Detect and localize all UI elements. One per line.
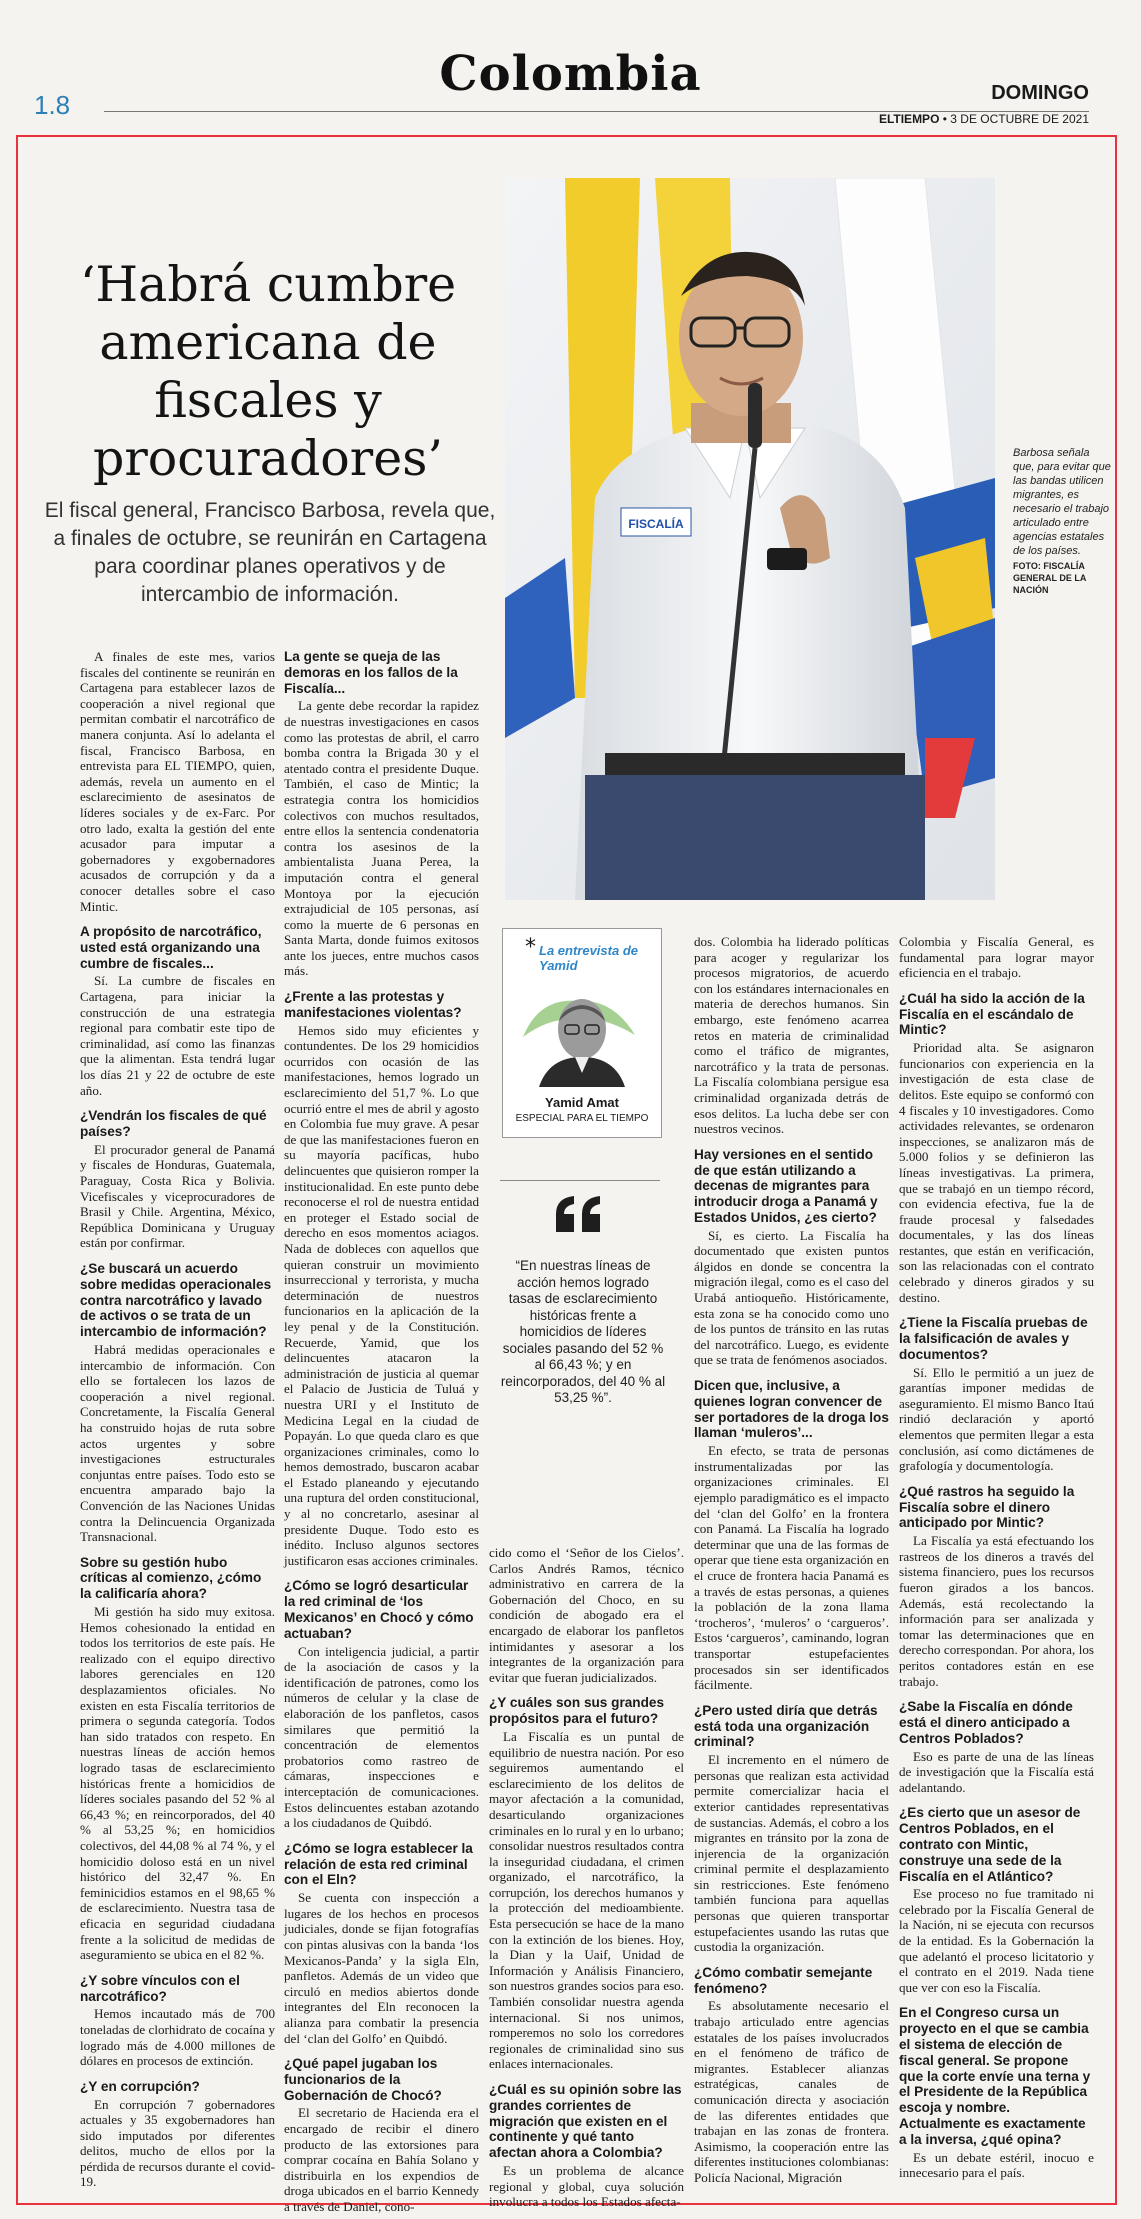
answer: Es un problema de alcance regional y global, cuya solución involucra a todos los Estados afecta- xyxy=(489,2162,684,2210)
answer: Sí. Ello le permitió a un juez de garantías imponer medidas de aseguramiento. El mismo Banco Itaú rindió declaración y aportó elementos que permiten llegar a esta conclusión, así como dictámenes de grafología y documentología. xyxy=(899,1364,1094,1474)
question: ¿Qué papel jugaban los funcionarios de la Gobernación de Chocó? xyxy=(284,2056,442,2103)
deck: El fiscal general, Francisco Barbosa, revela que, a finales de octubre, se reunirán en Cartagena para coordinar planes operativos y de intercambio de información. xyxy=(44,499,496,606)
question: ¿Se buscará un acuerdo sobre medidas operacionales contra narcotráfico y lavado de activos o se trata de un intercambio de información? xyxy=(80,1260,272,1340)
question: ¿Tiene la Fiscalía pruebas de la falsificación de avales y documentos? xyxy=(899,1315,1088,1362)
headline: ‘Habrá cumbre americana de fiscales y procuradores’ xyxy=(79,256,457,487)
intro-paragraph: A finales de este mes, varios fiscales del continente se reunirán en Cartagena para establecer lazos de cooperación a nivel regional que permitan combatir el narcotráfico de manera conjunta. Así lo adelanta el fiscal, Francisco Barbosa, en entrevista para EL TIEMPO, quien, además, revela un aumento en el esclarecimiento de asesinatos de líderes sociales y de ex-Farc. Por otro lado, exalta la gestión del ente acusador para imputar a gobernadores y exgobernadores acusados de corrupción y da a conocer detalles sobre el caso Mintic. xyxy=(80,649,275,914)
shirt-logo-text: FISCALÍA xyxy=(628,517,684,531)
column-2 xyxy=(284,649,479,2219)
author-name: Yamid Amat xyxy=(545,1095,619,1110)
question: ¿Frente a las protestas y manifestaciones violentas? xyxy=(284,989,462,1020)
question: ¿Y en corrupción? xyxy=(80,2078,200,2094)
answer: La gente debe recordar la rapidez de nuestras investigaciones en casos como las protestas de abril, el carro bomba contra la Brigada 30 y el atentado contra el presidente Duque. También, el caso de Mintic; la estrategia contra los homicidios colectivos con muchos resultados, entre ellos la sentencia condenatoria contra los asesinos de la ambientalista Juana Perea, la imputación contra el general Montoya por la ejecución extrajudicial de 105 personas, así como la muerte de 6 personas en Santa Marta, donde fuimos exitosos ante los jueces, entre muchos casos más. xyxy=(284,698,479,979)
answer: Hemos incautado más de 700 toneladas de clorhidrato de cocaína y logrado más de 4.000 millones de dólares en procesos de extinción. xyxy=(80,2006,275,2069)
answer: Ese proceso no fue tramitado ni celebrado por la Fiscalía General de la Nación, ni se ejecuta con recursos de la entidad. Es la Gobernación la que adelantó el proceso licitatorio y el contrato en el 2019. Nada tiene que ver con eso la Fiscalía. xyxy=(899,1886,1094,1995)
asterisk-icon: * xyxy=(525,935,536,960)
question: Dicen que, inclusive, a quienes logran convencer de ser portadores de la droga los llaman ‘muleros’... xyxy=(694,1378,889,1441)
author-role: ESPECIAL PARA EL TIEMPO xyxy=(515,1113,649,1124)
question: ¿Es cierto que un asesor de Centros Poblados, en el contrato con Mintic, construye una sede de la Fiscalía en el Atlántico? xyxy=(899,1805,1081,1884)
column-5 xyxy=(899,934,1094,2185)
answer: La Fiscalía ya está efectuando los rastreos de los dineros a través del sistema financiero, pues los recursos fueron girados a los bancos. Además, está recolectando la información para ser analizada y tomar las determinaciones que en derecho correspondan. Por ahora, los peritos contadores están en ese trabajo. xyxy=(899,1533,1094,1689)
author-portrait xyxy=(509,977,655,1087)
question: ¿Cómo se logra establecer la relación de esta red criminal con el Eln? xyxy=(284,1840,473,1888)
question: ¿Cómo se logró desarticular la red criminal de ‘los Mexicanos’ en Chocó y cómo actuaban? xyxy=(284,1578,474,1641)
question: ¿Cuál es su opinión sobre las grandes corrientes de migración que existen en el continente y qué tanto afectan ahora a Colombia? xyxy=(489,2082,682,2161)
question: La gente se queja de las demoras en los fallos de la Fiscalía... xyxy=(284,649,458,696)
answer: cido como el ‘Señor de los Cielos’. Carlos Andrés Ramos, técnico administrativo en carrera de la Gobernación del Choco, en su condición de abogado era el encargado de elaborar los panfletos intimidantes y asesorar a los integrantes de la organización para evitar que fueran judicializados. xyxy=(489,1545,684,1685)
answer: La Fiscalía es un puntal de equilibrio de nuestra nación. Por eso seguiremos aumentando el esclarecimiento de los delitos de mayor afectación a la comunidad, desarticulando organizaciones criminales en lo rural y en lo urbano; consolidar nuestros resultados contra la inseguridad ciudadana, el crimen organizado, el narcotráfico, la corrupción, los derechos humanos y la protección del medioambiente. Esta persecución se hace de la mano con la extinción de los bienes. Hoy, la Dian y la Uaif, Unidad de Información y Análisis Financiero, son nuestros grandes socios para eso. También consolidar nuestra agenda internacional. Si nos unimos, romperemos no solo los corredores regionales de criminalidad sino sus enlaces internacionales. xyxy=(489,1728,684,2072)
photo-credit: FOTO: FISCALÍA GENERAL DE LA NACIÓN xyxy=(1013,561,1087,595)
edition-line: ELTIEMPO • 3 DE OCTUBRE DE 2021 xyxy=(878,112,1089,126)
answer: En efecto, se trata de personas instrumentalizadas por las organizaciones criminales. El ejemplo paradigmático es el impacto del ‘clan del Golfo’ en la frontera con Panamá. La Fiscalía ha logrado determinar que una de las formas de operar que tiene esta organización en el cruce de frontera hacia Panamá es a través de estas personas, a quienes la población de la zona llama ‘trocheros’, ‘muleros’ o ‘cargueros’. Estos ‘cargueros’, caminando, logran transportar estupefacientes procesados sin ser identificados fácilmente. xyxy=(694,1443,890,1693)
photo-caption xyxy=(1013,446,1111,596)
quote-rule xyxy=(500,1180,660,1181)
question: Sobre su gestión hubo críticas al comienzo, ¿cómo la calificaría ahora? xyxy=(80,1554,262,1602)
brand-name: ELTIEMPO xyxy=(878,112,940,126)
answer: Eso es parte de una de las líneas de investigación que la Fiscalía está adelantando. xyxy=(899,1748,1094,1795)
column-1 xyxy=(80,649,275,2194)
interview-title: La entrevista de Yamid xyxy=(539,943,638,973)
photo-caption-text: Barbosa señala que, para evitar que las bandas utilicen migrantes, es necesario el trabajo articulado entre agencias estatales de los países. xyxy=(1013,447,1111,557)
answer: Sí. La cumbre de fiscales en Cartagena, para iniciar la construcción de una estrategia regional para combatir este tipo de criminalidad, así como las finanzas que la alimentan. Esta tendrá lugar los días 21 y 22 de octubre de este año. xyxy=(80,973,275,1098)
page-number: 1.8 xyxy=(34,90,71,120)
answer: Mi gestión ha sido muy exitosa. Hemos cohesionado la entidad en todos los territorios de este país. He realizado con el equipo directivo labores gerenciales en 120 desplazamientos oficiales. No existen en esta Fiscalía territorios de primera o segunda categoría. Todos han sido tratados con respeto. En nuestras líneas de acción hemos logrado tasas de esclarecimiento históricas frente a homicidios de líderes sociales pasando del 52 % al 66,43 %; en reincorporados, del 40 % al 53,25 %; en homicidios colectivos, del 44,08 % al 74 %, y el homicidio doloso está en un nivel histórico del 32,47 %. En feminicidios estamos en el 98,65 % de esclarecimiento. Nuestra tasa de eficacia en seguridad ciudadana frente a la solicitud de medidas de aseguramiento se ubica en el 82 %. xyxy=(80,1604,275,1963)
question: ¿Qué rastros ha seguido la Fiscalía sobre el dinero anticipado por Mintic? xyxy=(899,1483,1075,1531)
answer: dos. Colombia ha liderado políticas para acoger y regularizar los procesos migratorios, de acuerdo con los estándares internacionales en materia de derechos humanos. Sin embargo, este fenómeno acarrea retos en materia de criminalidad como el tráfico de migrantes, narcotráfico y la trata de personas. La Fiscalía colombiana persigue esa criminalidad organizada detrás de esos delitos. La lucha debe ser con nuestros vecinos. xyxy=(694,934,889,1137)
answer: Se cuenta con inspección a lugares de los hechos en procesos judiciales, donde se fijan fotografías con pintas alusivas con la banda ‘los Mexicanos-Panda’ y la sigla Eln, panfletos. Además de un video que circuló en medios abiertos donde integrantes del Eln reconocen la alianza para combatir la presencia del ‘clan del Golfo’ en Quibdó. xyxy=(284,1890,479,2046)
edition-date: 3 DE OCTUBRE DE 2021 xyxy=(950,112,1089,126)
question: ¿Cómo combatir semejante fenómeno? xyxy=(694,1964,873,1996)
question: ¿Vendrán los fiscales de qué países? xyxy=(80,1108,267,1140)
question: A propósito de narcotráfico, usted está organizando una cumbre de fiscales... xyxy=(80,924,262,971)
day-label: DOMINGO xyxy=(991,82,1089,104)
answer: El secretario de Hacienda era el encargado de recibir el dinero producto de las extorsiones para comprar cocaína en Bahía Solano y distribuirla en los expendios de droga ubicados en el barrio Kennedy a través de Daniel, cono- xyxy=(284,2105,479,2215)
answer: Prioridad alta. Se asignaron funcionarios con experiencia en la investigación de esta clase de delitos. Este equipo se conformó con 4 fiscales y 10 investigadores. Como actividades relevantes, se ordenaron inspecciones, se analizaron más de 5.000 folios y se definieron las líneas investigativas. La primera, que se trabajó en un tiempo récord, con evidencia efectiva, fue la de fraude procesal y falsedades documentales, y las dos líneas restantes, que están en verificación, son las relacionadas con el contrato celebrado y dineros girados y su destino. xyxy=(899,1040,1094,1305)
question: ¿Y cuáles son sus grandes propósitos para el futuro? xyxy=(489,1695,665,1727)
column-3 xyxy=(489,1545,684,2214)
answer: Habrá medidas operacionales e intercambio de información. Con ello se fortalecen los lazos de cooperación a nivel regional. Concretamente, la Fiscalía General ha construido hojas de ruta sobre actos urgentes y sobre investigaciones estructurales conjuntas entre países. Todo esto se encuentra amparado bajo la Convención de las Naciones Unidas contra la Delincuencia Organizada Transnacional. xyxy=(80,1341,275,1545)
question: ¿Pero usted diría que detrás está toda una organización criminal? xyxy=(694,1702,878,1750)
answer: Sí, es cierto. La Fiscalía ha documentado que existen puntos álgidos en donde se concentra la migración ilegal, como es el caso del Urabá antioqueño. Históricamente, esta zona se ha conocido como uno de los puntos de tránsito en las rutas del narcotráfico. Luego, es evidente que se trata de fenómenos asociados. xyxy=(694,1227,889,1368)
article-photo xyxy=(505,178,995,900)
question: ¿Cuál ha sido la acción de la Fiscalía en el escándalo de Mintic? xyxy=(899,990,1085,1038)
answer: Con inteligencia judicial, a partir de la asociación de casos y la identificación de patrones, como los números de celular y la clase de elaboración de los panfletos, casos similares que permitió la concentración de elementos probatorios como rastreo de cámaras, inspecciones e interceptación de comunicaciones. Estos delincuentes estaban azotando a los ciudadanos de Quibdó. xyxy=(284,1643,479,1831)
answer: Es un debate estéril, inocuo e innecesario para el país. xyxy=(899,2149,1094,2181)
question: En el Congreso cursa un proyecto en el que se cambia el sistema de elección de fiscal general. Se propone que la corte envíe una terna y el Presidente de la República escoja y nombre. Actualmente es exactamente a la inversa, ¿qué opina? xyxy=(899,2005,1091,2147)
answer: Hemos sido muy eficientes y contundentes. De los 29 homicidios ocurridos con ocasión de las manifestaciones, hemos logrado un esclarecimiento del 51,7 %. Lo que ocurrió entre el mes de abril y agosto en Colombia fue muy grave. A pesar de que las manifestaciones fueron en su mayoría pacíficas, hubo delincuentes que quisieron romper la institucionalidad. En este punto debe reconocerse el rol de nuestra entidad en proteger el Estado social de derecho en esos momentos aciagos. Nada de dobleces con aquellos que quieran construir un movimiento insurreccional y terrorista, y mucha determinación de nuestros funcionarios en la aplicación de la ley penal y de la Constitución. Recuerde, Yamid, que los delincuentes atacaron la administración de justicia al quemar el Palacio de Justicia de Tuluá y nuestra URI y el Instituto de Medicina Legal en la ciudad de Popayán. Lo que queda claro es que organizaciones criminales, como lo hemos demostrado, buscaron acabar el Estado planeando y ejecutando una ruptura del orden constitucional, y al no concretarlo, asesinar al presidente Duque. Todo esto es inédito. Incluso algunos sectores justificaron esas acciones criminales. xyxy=(284,1022,479,1568)
section-title: Colombia xyxy=(439,46,702,102)
question: Hay versiones en el sentido de que están utilizando a decenas de migrantes para introducir droga a Panamá y Estados Unidos, ¿es cierto? xyxy=(694,1146,878,1225)
question: ¿Y sobre vínculos con el narcotráfico? xyxy=(80,1972,240,2004)
answer: El procurador general de Panamá y fiscales de Honduras, Guatemala, Paraguay, Costa Rica y Bolivia. Vicefiscales y viceprocuradores de Brasil y Chile. Argentina, México, República Dominicana y Uruguay están por confirmar. xyxy=(80,1141,275,1251)
column-4 xyxy=(694,934,889,2190)
answer: En corrupción 7 gobernadores actuales y 35 exgobernadores han sido imputados por diferentes delitos, mucho de ellos por la pérdida de recursos durante el covid-19. xyxy=(80,2096,275,2190)
answer: El incremento en el número de personas que realizan esta actividad permite comercializar hacia el exterior cantidades representativas de sustancias. Además, el cobro a los migrantes en tránsito por la zona de injerencia de la organización criminal permite el desplazamiento sin restricciones. Este fenómeno también funciona para aquellas personas que quieren transportar estupefacientes usando las rutas que custodia la organización. xyxy=(694,1752,889,1955)
question: ¿Sabe la Fiscalía en dónde está el dinero anticipado a Centros Poblados? xyxy=(899,1699,1073,1746)
interview-box xyxy=(502,928,662,1138)
answer: Colombia y Fiscalía General, es fundamental para lograr mayor eficiencia en el trabajo. xyxy=(899,934,1094,981)
answer: Es absolutamente necesario el trabajo articulado entre agencias estatales de los países involucrados en el fenómeno de tráfico de migrantes. Establecer alianzas estratégicas, canales de comunicación directa y asociación de las diferentes entidades que trabajan en las zonas de frontera. Asimismo, la cooperación entre las diferentes instituciones colombianas: Policía Nacional, Migración xyxy=(694,1998,889,2185)
quote-mark-icon xyxy=(552,1194,604,1234)
pull-quote-text: “En nuestras líneas de acción hemos logrado tasas de esclarecimiento históricas frente a homicidios de líderes sociales pasando del 52 % al 66,43 %; y en reincorporados, del 40 % al 53,25 %”. xyxy=(500,1258,666,1405)
